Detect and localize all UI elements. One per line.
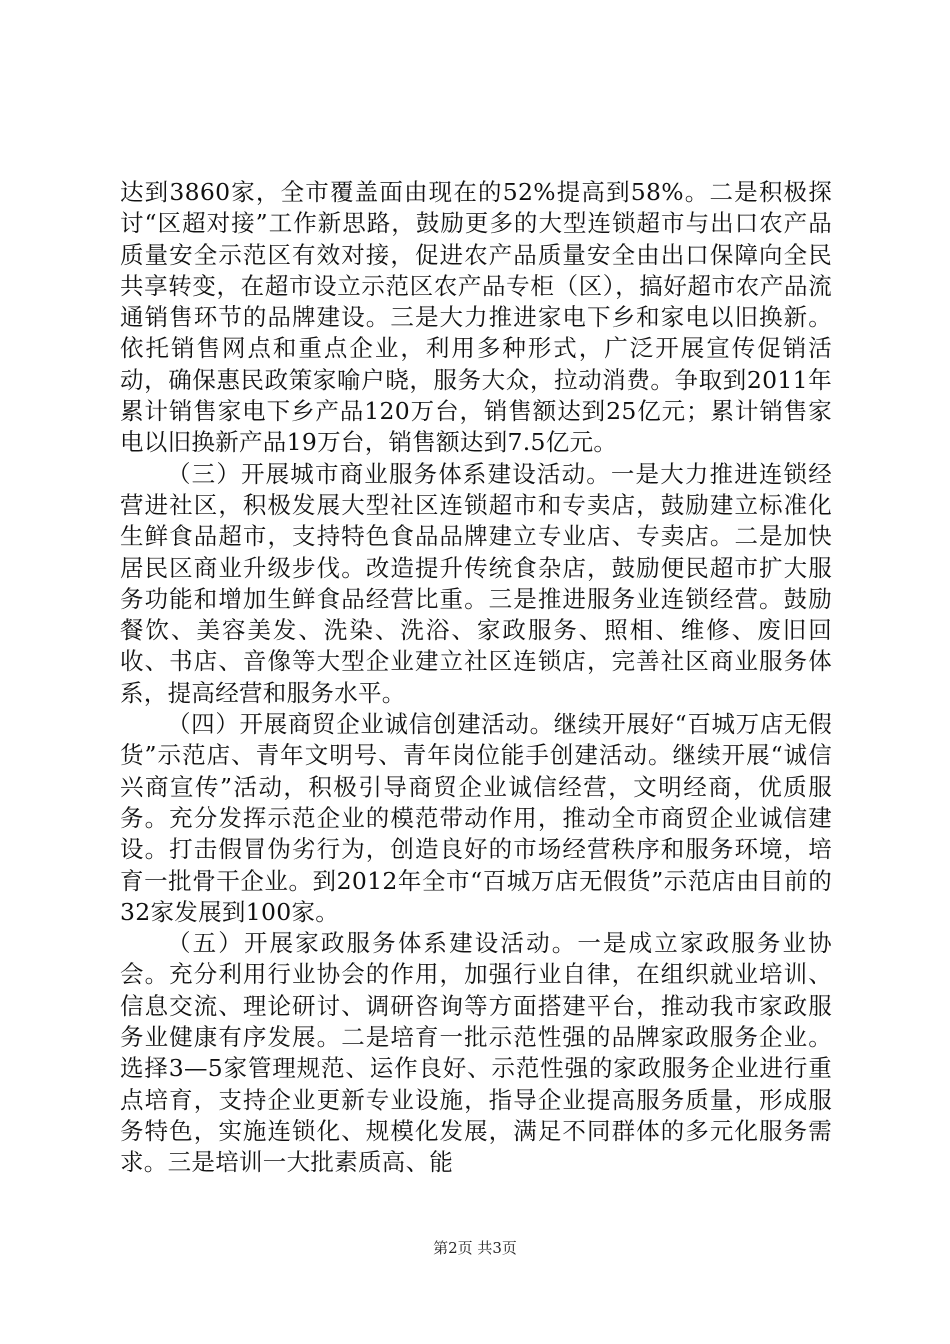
paragraph-continuation: 达到3860家，全市覆盖面由现在的52%提高到58%。二是积极探讨“区超对接”工作新思路，鼓励更多的大型连锁超市与出口农产品质量安全示范区有效对接，促进农产品质量安全由出口保障向全民共享转变，在超市设立示范区农产品专柜（区），搞好超市农产品流通销售环节的品牌建设。三是大力推进家电下乡和家电以旧换新。依托销售网点和重点企业，利用多种形式，广泛开展宣传促销活动，确保惠民政策家喻户晓，服务大众，拉动消费。争取到2011年累计销售家电下乡产品120万台，销售额达到25亿元；累计销售家电以旧换新产品19万台，销售额达到7.5亿元。	[120, 178, 832, 457]
paragraph-section-5: （五）开展家政服务体系建设活动。一是成立家政服务业协会。充分利用行业协会的作用，加强行业自律，在组织就业培训、信息交流、理论研讨、调研咨询等方面搭建平台，推动我市家政服务业健康有序发展。二是培育一批示范性强的品牌家政服务企业。选择3—5家管理规范、运作良好、示范性强的家政服务企业进行重点培育，支持企业更新专业设施，指导企业提高服务质量，形成服务特色，实施连锁化、规模化发展，满足不同群体的多元化服务需求。三是培训一大批素质高、能	[120, 929, 832, 1177]
paragraph-section-3: （三）开展城市商业服务体系建设活动。一是大力推进连锁经营进社区，积极发展大型社区连锁超市和专卖店，鼓励建立标准化生鲜食品超市，支持特色食品品牌建立专业店、专卖店。二是加快居民区商业升级步伐。改造提升传统食杂店，鼓励便民超市扩大服务功能和增加生鲜食品经营比重。三是推进服务业连锁经营。鼓励餐饮、美容美发、洗染、洗浴、家政服务、照相、维修、废旧回收、书店、音像等大型企业建立社区连锁店，完善社区商业服务体系，提高经营和服务水平。	[120, 459, 832, 707]
paragraph-section-4: （四）开展商贸企业诚信创建活动。继续开展好“百城万店无假货”示范店、青年文明号、青年岗位能手创建活动。继续开展“诚信兴商宣传”活动，积极引导商贸企业诚信经营，文明经商，优质服务。充分发挥示范企业的模范带动作用，推动全市商贸企业诚信建设。打击假冒伪劣行为，创造良好的市场经营秩序和服务环境，培育一批骨干企业。到2012年全市“百城万店无假货”示范店由目前的32家发展到100家。	[120, 710, 832, 926]
page-number-footer: 第2页 共3页	[433, 1239, 517, 1257]
document-body	[120, 177, 832, 1179]
